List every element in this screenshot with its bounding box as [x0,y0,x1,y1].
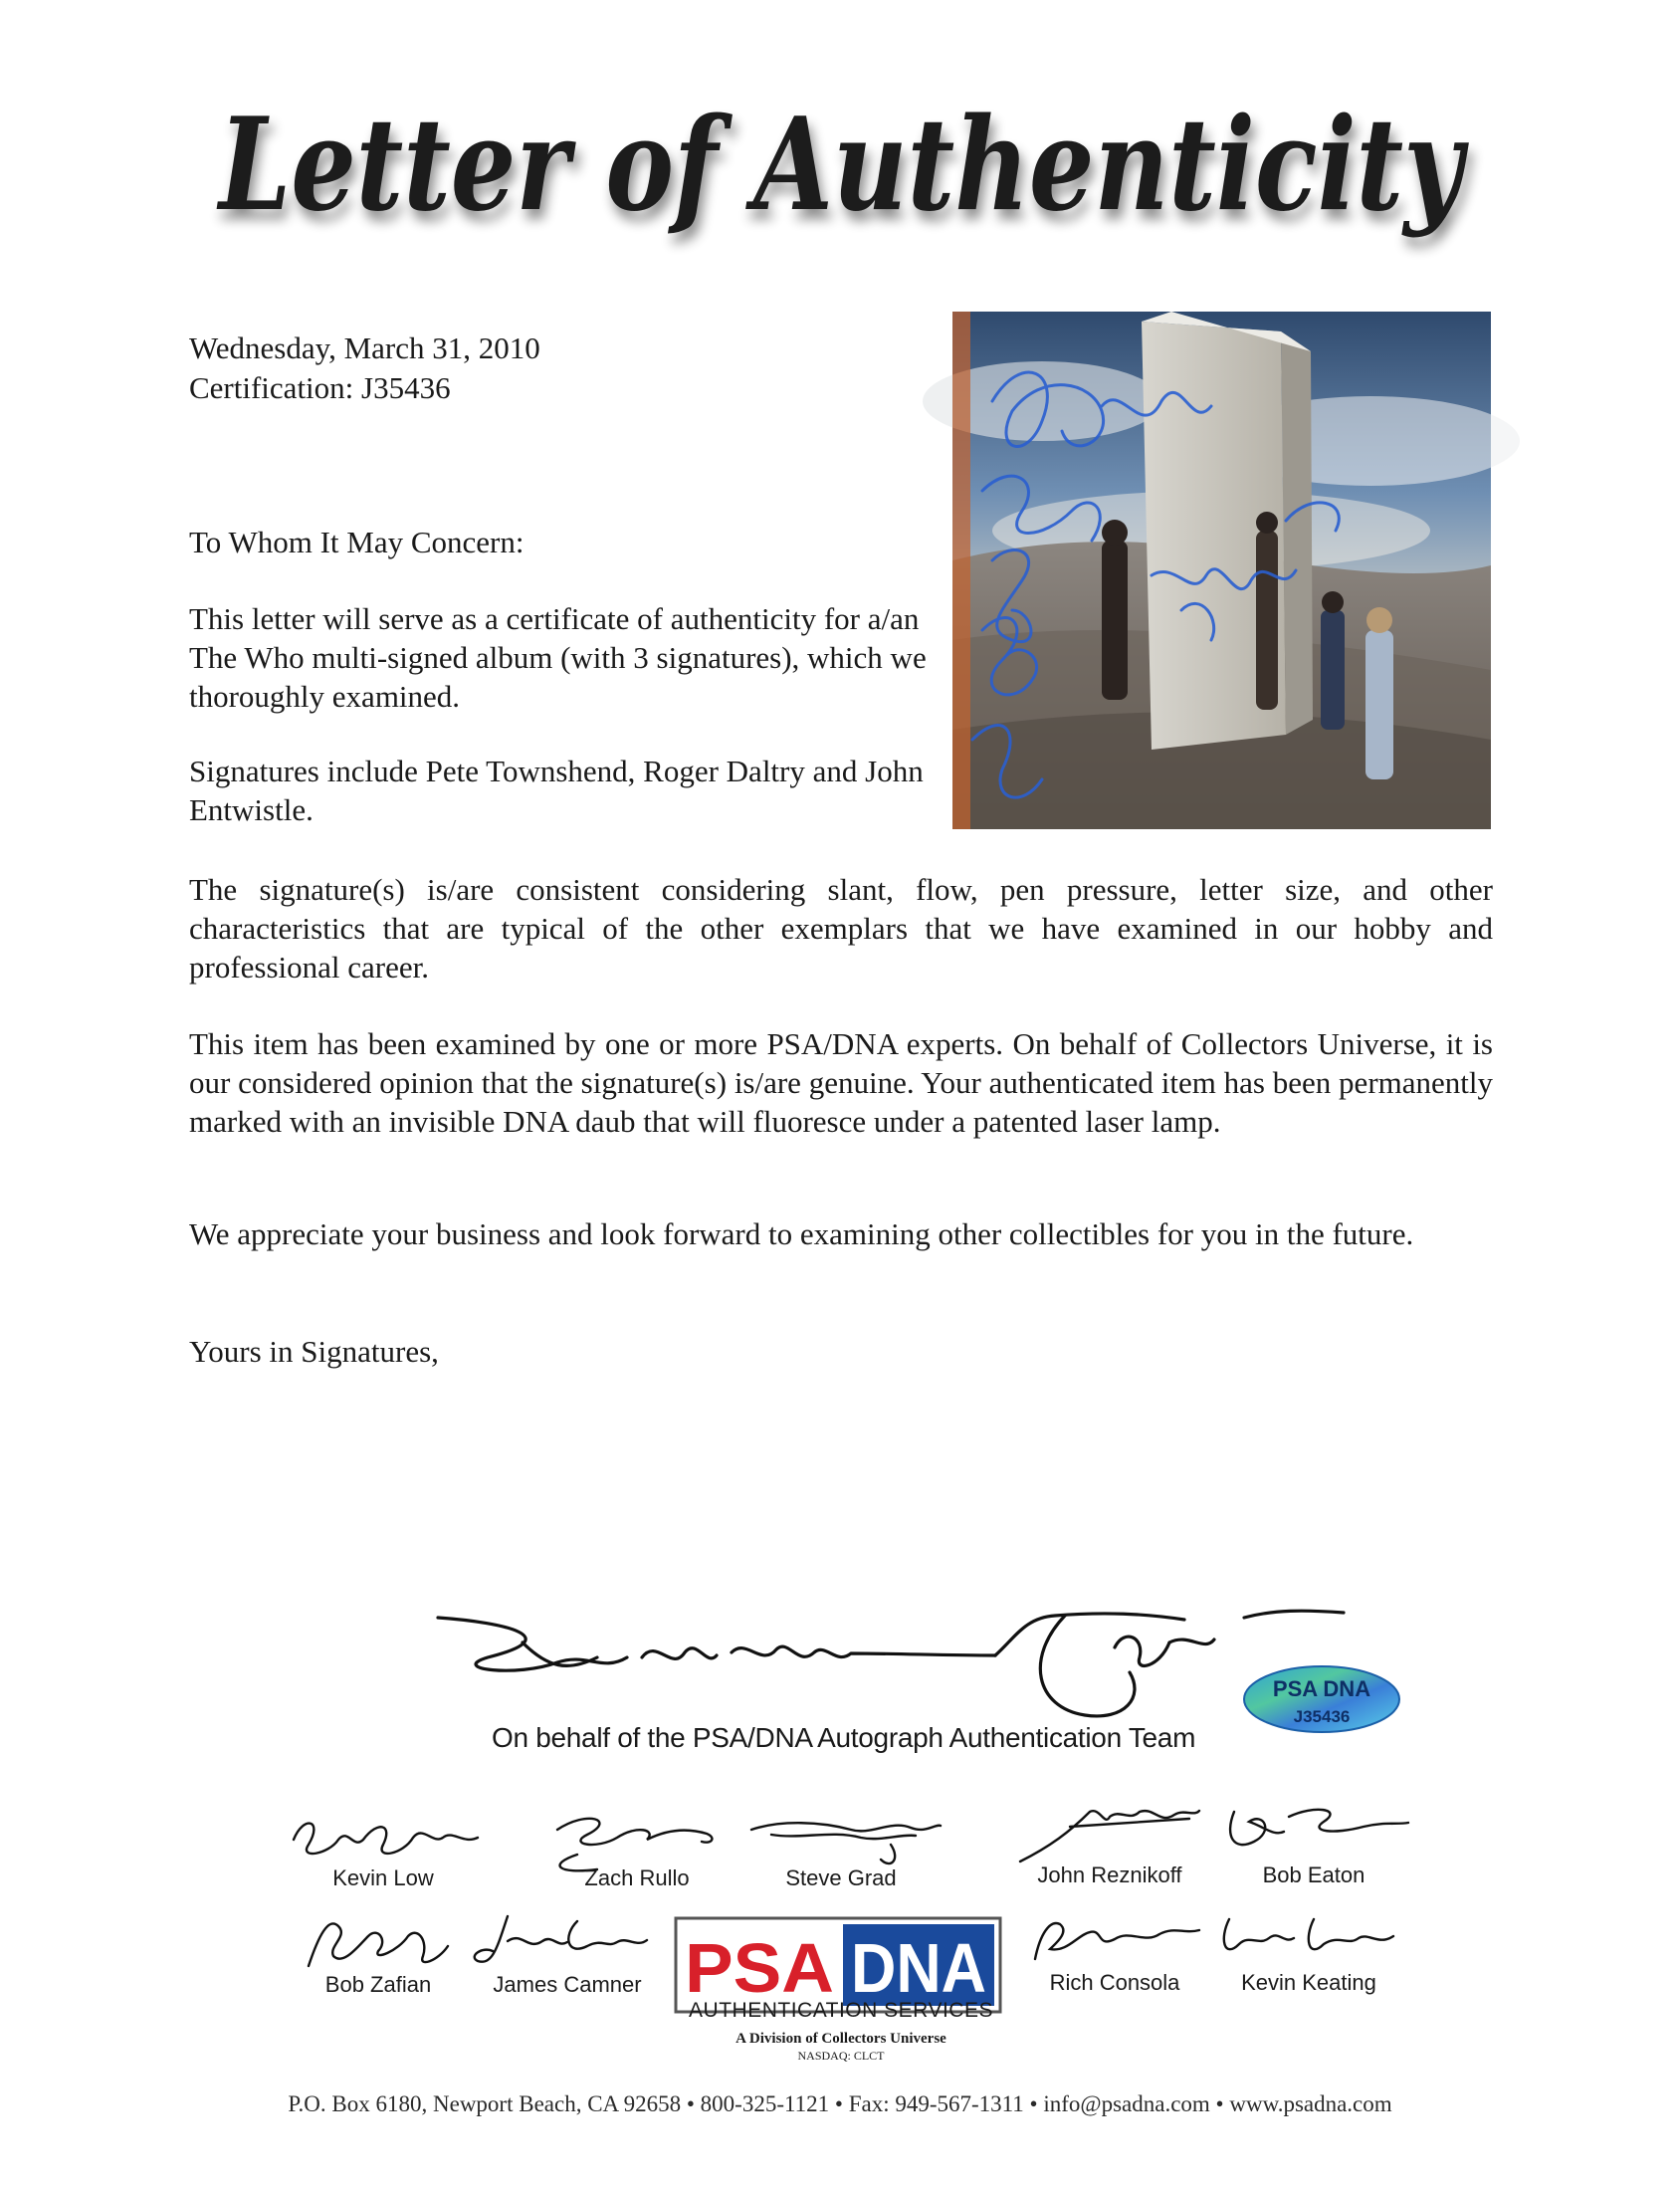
authenticator-name: John Reznikoff [1037,1862,1182,1887]
authenticator-james-camner [468,1906,667,2006]
authenticator-kevin-keating [1209,1904,1408,2004]
authenticator-name: Steve Grad [785,1865,897,1890]
authenticator-zach-rullo [537,1800,736,1899]
authentication-services: AUTHENTICATION SERVICES [689,1999,993,2022]
hologram-code: J35436 [1293,1707,1351,1726]
album-photo [952,312,1491,829]
authenticator-steve-grad [741,1800,941,1899]
certification-number: Certification: J35436 [189,370,451,405]
authenticator-name: Bob Zafian [324,1972,432,1997]
authenticator-bob-eaton [1214,1797,1413,1896]
paragraph-signatures: Signatures include Pete Townshend, Roger Daltry and John Entwistle. [189,754,924,827]
authenticator-name: Kevin Low [332,1865,434,1890]
paragraph-appreciation: We appreciate your business and look forward to examining other collectibles for you in the future. [189,1216,1414,1251]
authenticator-bob-zafian [279,1906,478,2006]
paragraph-item-description: This letter will serve as a certificate of authenticity for a/an The Who multi-signed album (with 3 signatures), which we thoroughly examined. [189,601,927,714]
authenticator-john-reznikoff [1010,1797,1209,1896]
authenticator-name: Bob Eaton [1262,1862,1365,1887]
division-line: A Division of Collectors Universe [735,2031,946,2047]
paragraph-consistency: The signature(s) is/are consistent considering slant, flow, pen pressure, letter size, and other characteristics that are typical of the other exemplars that we have examined in our hobby and professional career. [189,872,1493,985]
team-line: On behalf of the PSA/DNA Autograph Authentication Team [492,1722,1196,1753]
authenticator-name: James Camner [493,1972,642,1997]
authenticator-name: Kevin Keating [1241,1970,1376,1995]
hologram-label: PSA DNA [1272,1676,1371,1701]
authenticator-kevin-low [284,1800,483,1899]
nasdaq-line: NASDAQ: CLCT [797,2049,885,2063]
authenticator-rich-consola [1015,1904,1214,2004]
salutation: To Whom It May Concern: [189,525,525,559]
logo-psa: PSA [685,1929,834,2007]
letter-date: Wednesday, March 31, 2010 [189,330,540,365]
paragraph-examination: This item has been examined by one or more PSA/DNA experts. On behalf of Collectors Universe, it is our considered opinion that the signature(s) is/are genuine. Your authenticated item has been permanently marked with an invisible DNA daub that will fluoresce under a patented laser lamp. [189,1026,1493,1139]
lead-signature [428,1598,1364,1737]
footer-contact: P.O. Box 6180, Newport Beach, CA 92658 • 800-325-1121 • Fax: 949-567-1311 • info@psadna.com • www.psadna.com [288,2091,1392,2116]
authenticator-name: Zach Rullo [584,1865,690,1890]
logo-dna: DNA [851,1929,986,2007]
hologram-sticker [1242,1664,1401,1734]
letter-title [179,60,1503,289]
authenticator-name: Rich Consola [1049,1970,1180,1995]
closing: Yours in Signatures, [189,1334,439,1369]
title-text: Letter of Authenticity [216,91,1470,240]
